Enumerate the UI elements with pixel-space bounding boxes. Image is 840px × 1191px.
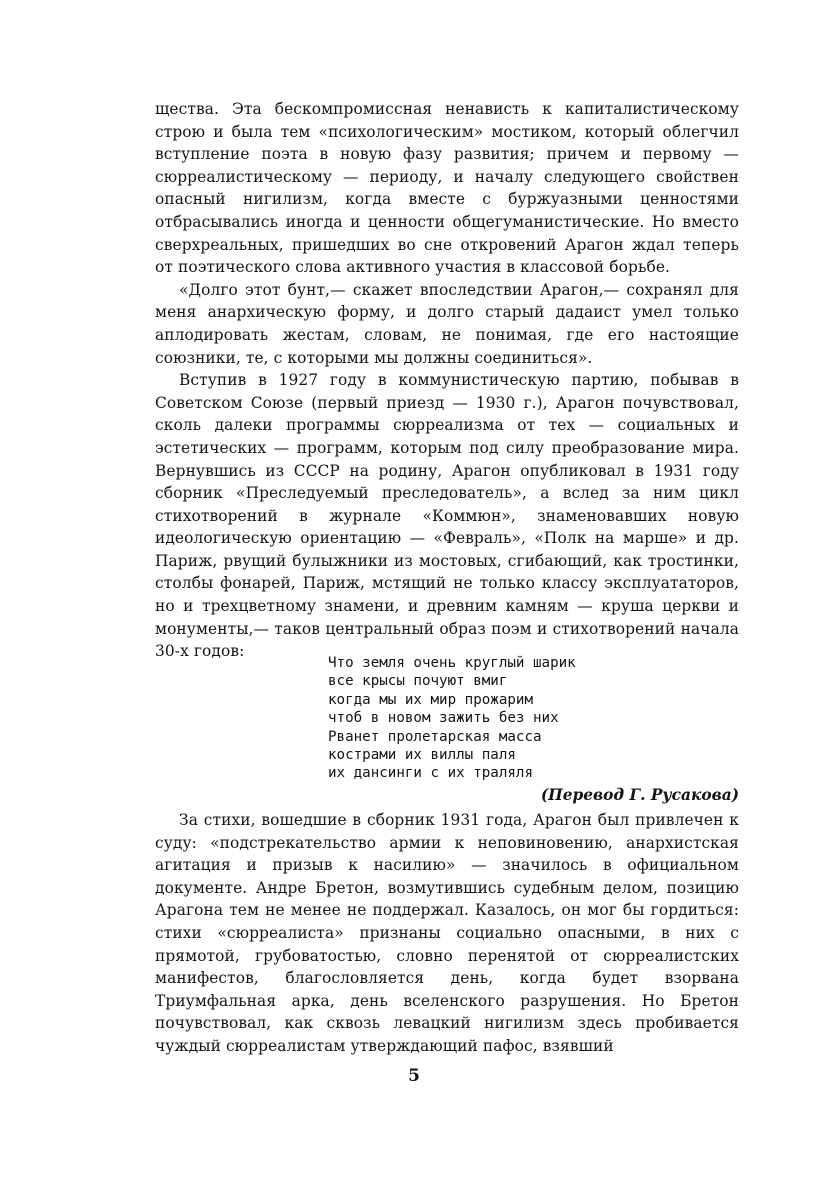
poem-line: чтоб в новом зажить без них	[328, 710, 559, 727]
paragraph-trial: За стихи, вошедшие в сборник 1931 года, Арагон был привлечен к суду: «подстрекательство армии к неповиновению, анархистская агитация и призыв к насилию» — значилось в официальном документе. Андре Бретон, возмутившись судебным делом, позицию Арагона тем не менее не поддержал. Казалось, он мог бы гордиться: стихи «сюрреалиста» признаны социально опасными, в них с прямотой, грубоватостью, словно перенятой от сюрреалистских манифестов, благословляется день, когда будет взорвана Триумфальная арка, день вселенского разрушения. Но Бретон почувствовал, как сквозь левацкий нигилизм здесь пробивается чуждый сюрреалистам утверждающий пафос, взявший	[155, 811, 739, 1055]
poem-line: Что земля очень круглый шарик	[328, 655, 576, 671]
poem-line: все крысы почуют вмиг	[328, 673, 508, 690]
poem-excerpt	[328, 654, 728, 783]
paragraph-communist-party: Вступив в 1927 году в коммунистическую партию, побывав в Советском Союзе (первый приезд — 1930 г.), Арагон почувствовал, сколь далеки программы сюрреализма от тех — социальных и эстетических — программ, которым под силу преобразование мира. Вернувшись из СССР на родину, Арагон опубликовал в 1931 году сборник «Преследуемый преследователь», а вслед за ним цикл стихотворений в журнале «Коммюн», знаменовавших новую идеологическую ориентацию — «Февраль», «Полк на марше» и др. Париж, рвущий булыжники из мостовых, сгибающий, как тростинки, столбы фонарей, Париж, мстящий не только классу эксплуататоров, но и трехцветному знамени, и древним камням — круша церкви и монументы,— таков центральный образ поэм и стихотворений начала 30-х годов:	[155, 371, 739, 661]
paragraph-continuation: щества. Эта бескомпромиссная ненависть к капиталистическому строю и была тем «психологическим» мостиком, который облегчил вступление поэта в новую фазу развития; причем и первому — сюрреалистическому — периоду, и началу следующего свойствен опасный нигилизм, когда вместе с буржуазными ценностями отбрасывались иногда и ценности общегуманистические. Но вместо сверхреальных, пришедших во сне откровений Арагон ждал теперь от поэтического слова активного участия в классовой борьбе.	[155, 100, 739, 277]
poem-line: их дансинги с их траляля	[328, 765, 533, 782]
page-number: 5	[408, 1066, 420, 1086]
text-block-bottom	[155, 809, 739, 1058]
poem-line: когда мы их мир прожарим	[328, 691, 533, 708]
paragraph-aragon-quote: «Долго этот бунт,— скажет впоследствии Арагон,— сохранял для меня анархическую форму, и долго старый дадаист умел только аплодировать жестам, словам, не понимая, где его настоящие союзники, те, с которыми мы должны соединиться».	[155, 280, 739, 367]
poem-line: Рванет пролетарская масса	[328, 728, 542, 745]
text-block-top	[155, 98, 739, 663]
translation-attribution: (Перевод Г. Русакова)	[540, 786, 739, 804]
poem-line: кострами их виллы паля	[328, 747, 516, 764]
